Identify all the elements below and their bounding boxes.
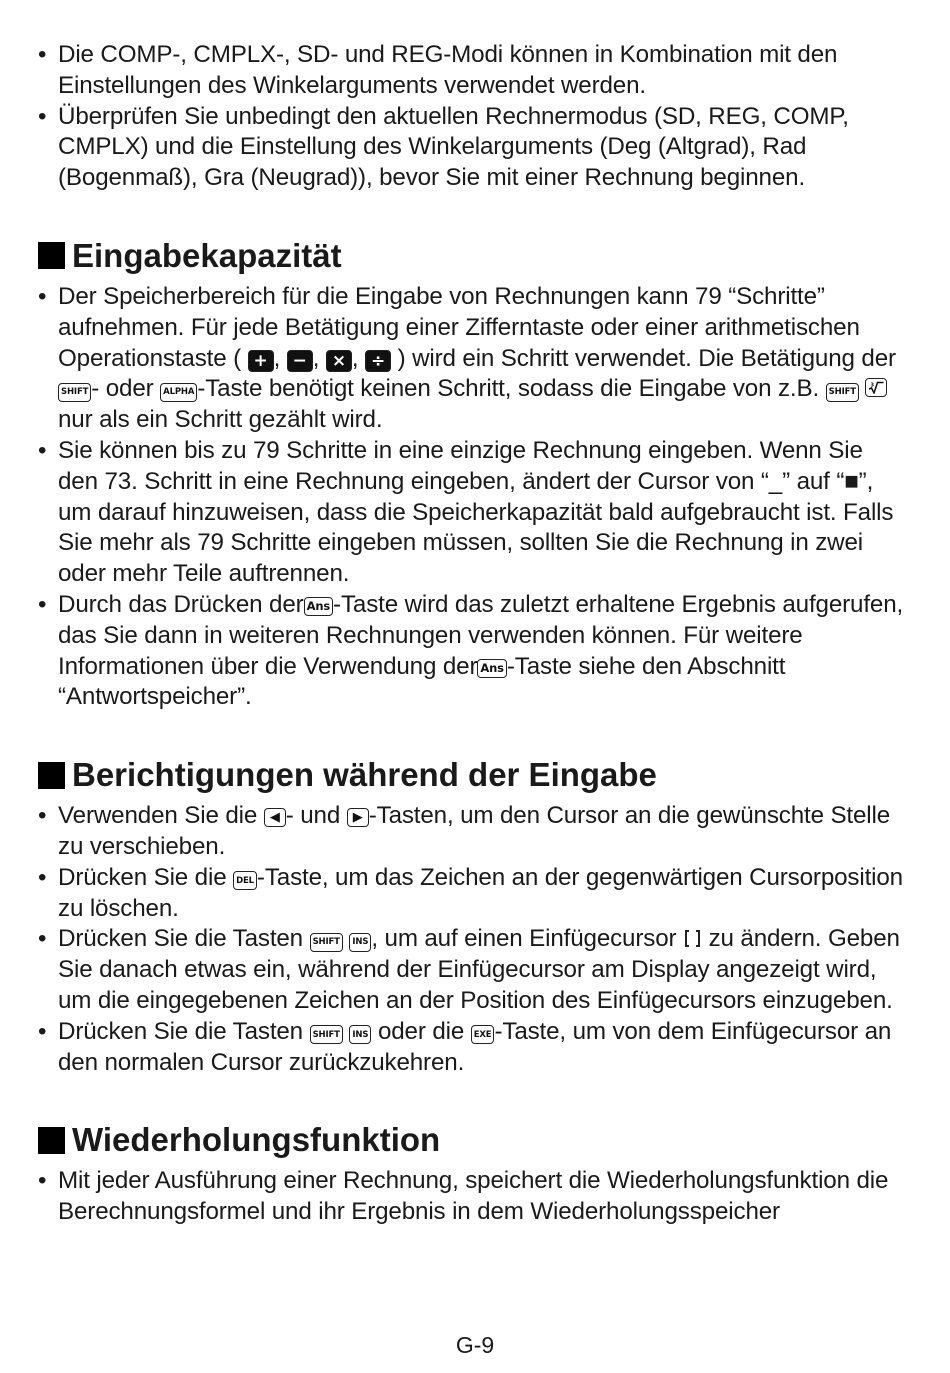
section-heading-eingabekapazitaet [38,236,908,276]
ans-key-icon: Ans [304,597,333,616]
ins-key-icon: INS [349,933,371,952]
text-run: -Taste wird das zuletzt erhaltene Ergebnis aufgerufen, das Sie dann in weiteren Rechnungen verwenden können. Für weitere Informationen über die Verwendung der [58,590,904,680]
cube-root-key-icon [865,378,887,397]
plus-key-icon: + [248,350,274,372]
text-run: -Taste, um das Zeichen an der gegenwärtigen Cursorposition zu löschen. [58,863,903,922]
list-item [38,924,908,1016]
list-item [38,863,908,925]
page-number: G-9 [455,1332,495,1358]
section-title: Wiederholungsfunktion [72,1121,441,1159]
text-run: , [273,344,281,372]
text-run: - oder [91,375,154,403]
list-item: • Sie können bis zu 79 Schritte in eine einzige Rechnung eingeben. Wenn Sie den 73. Schritt in eine Rechnung eingeben, ändert der Cursor von “_” auf “■”, um darauf hinzuweisen, dass die Speicherkapazität bald aufgebraucht ist. Falls Sie mehr als 79 Schritte eingeben müssen, sollten Sie die Rechnung in zwei oder mehr Teile auftrennen. [38,436,908,590]
section-heading-wiederholungsfunktion [38,1120,908,1160]
shift-key-icon: SHIFT [310,1025,343,1044]
left-arrow-key-icon: ◀ [264,808,286,827]
list-item: • Überprüfen Sie unbedingt den aktuellen Rechnermodus (SD, REG, COMP, CMPLX) und die Einstellung des Winkelarguments (Deg (Altgrad), Rad (Bogenmaß), Gra (Neugrad)), bevor Sie mit einer Rechnung beginnen. [38,102,908,194]
text-run: Drücken Sie die Tasten [58,925,303,953]
text-run: , um auf einen Einfügecursor [371,925,677,953]
text-run: - und [285,802,341,830]
divide-key-icon: ÷ [365,350,391,372]
text-run: -Taste siehe den Abschnitt “Antwortspeicher”. [58,652,786,711]
ins-key-icon: INS [349,1025,371,1044]
text-run: , [312,344,320,372]
ans-key-icon: Ans [477,659,506,678]
section-square-icon [38,242,65,269]
text-run: -Tasten, um den Cursor an die gewünschte Stelle zu verschieben. [58,802,891,860]
shift-key-icon: SHIFT [826,383,859,402]
list-item: • Die COMP-, CMPLX-, SD- und REG-Modi können in Kombination mit den Einstellungen des Winkelarguments verwendet werden. [38,40,908,102]
exe-key-icon: EXE [471,1025,495,1044]
svg-text:3: 3 [870,382,875,389]
insert-cursor-icon [685,930,700,947]
text-run: Drücken Sie die Tasten [58,1017,303,1045]
text-run: -Taste benötigt keinen Schritt, sodass die Eingabe von z.B. [197,375,820,403]
minus-key-icon: − [287,350,313,372]
text-run: -Taste, um von dem Einfügecursor an den normalen Cursor zurückzukehren. [58,1017,892,1076]
text-run: , [351,344,359,372]
text-run: nur als ein Schritt gezählt wird. [58,406,383,434]
section3-list [38,1166,908,1228]
times-key-icon: × [326,350,352,372]
list-item [38,282,908,436]
intro-list [38,40,908,194]
del-key-icon: DEL [233,871,257,890]
list-item [38,1017,908,1079]
right-arrow-key-icon: ▶ [347,808,369,827]
section-square-icon [38,762,65,789]
section-heading-berichtigungen [38,755,908,795]
list-item [38,801,908,863]
page-content [38,40,908,1228]
text-run: oder die [377,1017,465,1045]
alpha-key-icon: ALPHA [160,383,197,402]
section-title: Berichtigungen während der Eingabe [72,756,657,794]
section-title: Eingabekapazität [72,236,342,274]
shift-key-icon: SHIFT [58,383,91,402]
text-run: Der Speicherbereich für die Eingabe von Rechnungen kann 79 “Schritte” aufnehmen. Für jede Betätigung einer Zifferntaste oder einer arithmetischen Operationstaste ( [58,282,860,372]
text-run: zu ändern. Geben Sie danach etwas ein, während der Einfügecursor am Display angezeigt wird, um die eingegebenen Zeichen an der Position des Einfügecursors einzugeben. [58,925,900,1014]
text-run: ) wird ein Schritt verwendet. Die Betätigung der [397,344,896,372]
text-run: Drücken Sie die [58,863,227,891]
section2-list [38,801,908,1078]
section-square-icon [38,1127,65,1154]
list-item [38,590,908,713]
text-run: Verwenden Sie die [58,802,258,830]
text-run: Durch das Drücken der [58,590,304,618]
list-item: • Mit jeder Ausführung einer Rechnung, speichert die Wiederholungsfunktion die Berechnungsformel und ihr Ergebnis in dem Wiederholungsspeicher [38,1166,908,1228]
shift-key-icon: SHIFT [310,933,343,952]
section1-list [38,282,908,713]
